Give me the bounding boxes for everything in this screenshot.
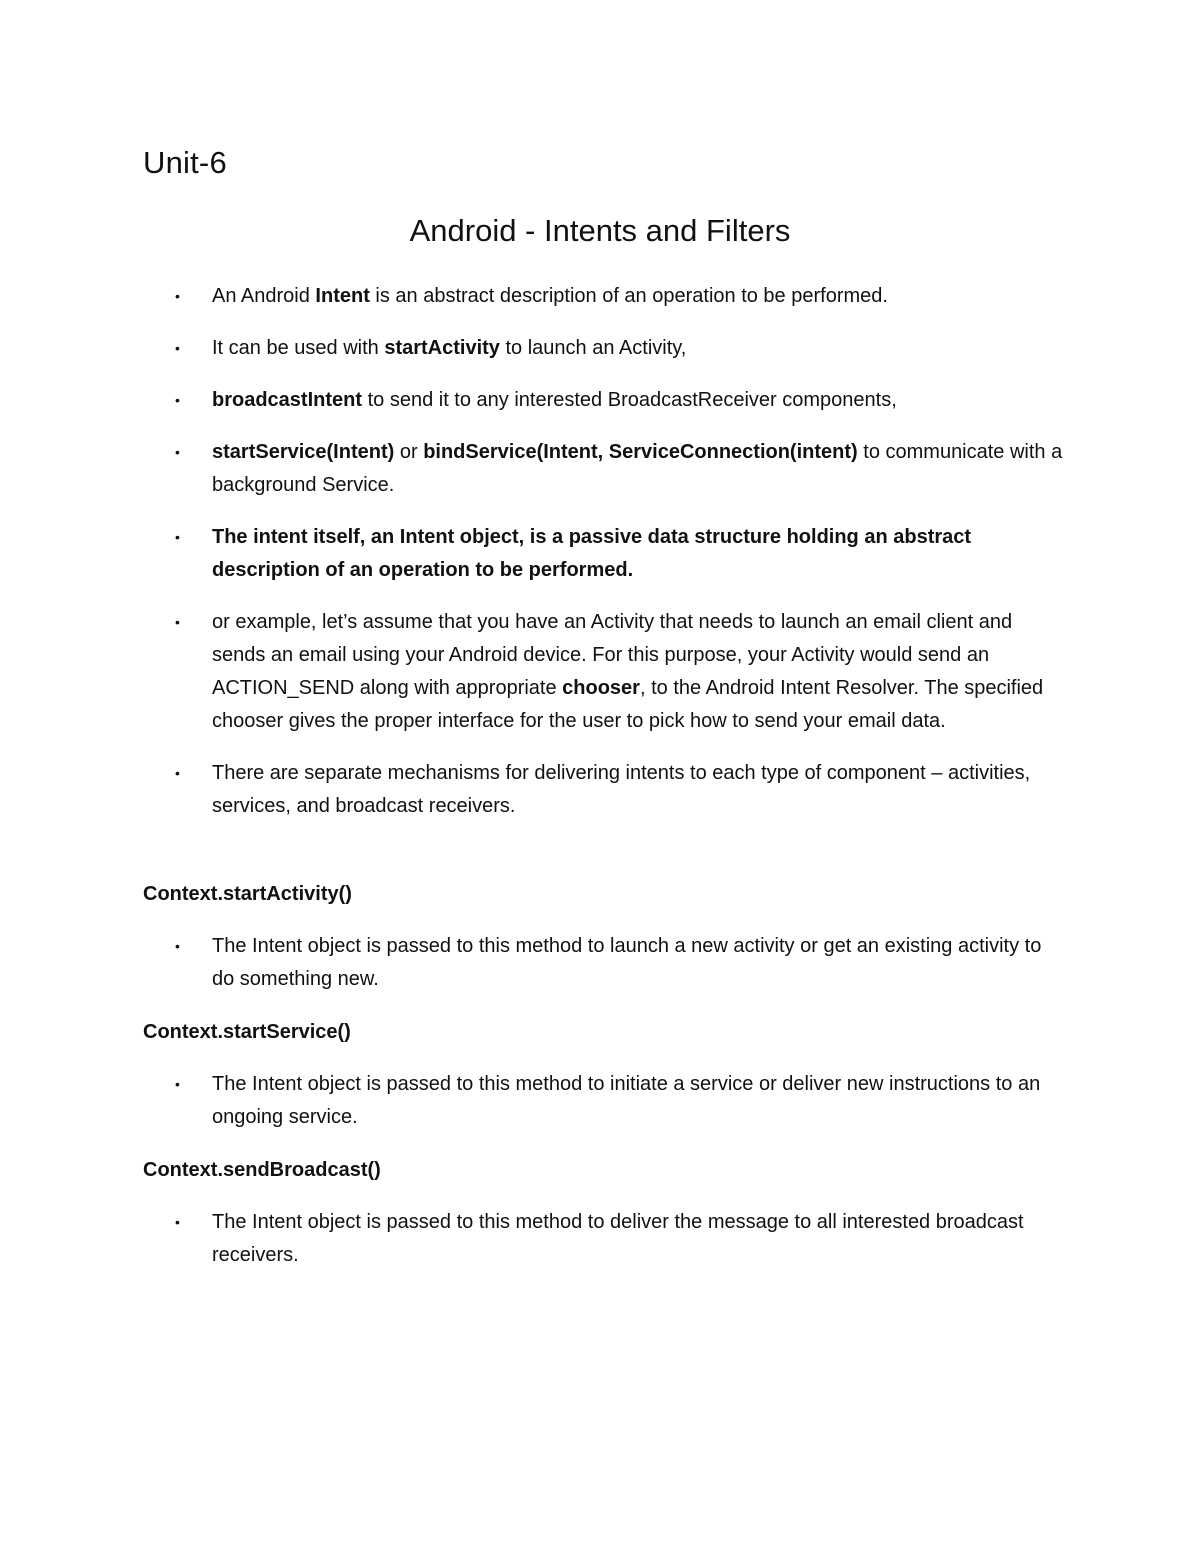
section-label-start-activity: Context.startActivity() <box>143 883 352 905</box>
list-item: • It can be used with startActivity to launch an Activity, <box>143 332 1063 365</box>
intro-bullet-list <box>143 280 1063 842</box>
bullet-icon: • <box>175 529 180 545</box>
bullet-icon: • <box>175 444 180 460</box>
bullet-icon: • <box>175 938 180 954</box>
list-item: • The Intent object is passed to this method to deliver the message to all interested broadcast receivers. <box>143 1206 1063 1272</box>
bullet-icon: • <box>175 1214 180 1230</box>
list-item: • or example, let’s assume that you have an Activity that needs to launch an email client and sends an email using your Android device. For this purpose, your Activity would send an ACTION_SEND along with appropriate chooser, to the Android Intent Resolver. The specified chooser gives the proper interface for the user to pick how to send your email data. <box>143 606 1063 738</box>
bullet-icon: • <box>175 288 180 304</box>
bullet-icon: • <box>175 1076 180 1092</box>
document-title: Android - Intents and Filters <box>409 213 791 248</box>
start-service-list <box>143 1068 1063 1153</box>
section-label-start-service: Context.startService() <box>143 1021 351 1043</box>
list-item: • broadcastIntent to send it to any interested BroadcastReceiver components, <box>143 384 1063 417</box>
list-item: • The intent itself, an Intent object, is a passive data structure holding an abstract description of an operation to be performed. <box>143 521 1063 587</box>
list-item: • The Intent object is passed to this method to initiate a service or deliver new instructions to an ongoing service. <box>143 1068 1063 1134</box>
list-item: • The Intent object is passed to this method to launch a new activity or get an existing activity to do something new. <box>143 930 1063 996</box>
send-broadcast-list <box>143 1206 1063 1291</box>
unit-heading: Unit-6 <box>143 145 227 180</box>
start-activity-list <box>143 930 1063 1015</box>
bullet-icon: • <box>175 765 180 781</box>
bullet-icon: • <box>175 340 180 356</box>
section-label-send-broadcast: Context.sendBroadcast() <box>143 1159 381 1181</box>
list-item: • An Android Intent is an abstract description of an operation to be performed. <box>143 280 1063 313</box>
list-item: • startService(Intent) or bindService(Intent, ServiceConnection(intent) to communicate with a background Service. <box>143 436 1063 502</box>
list-item: • There are separate mechanisms for delivering intents to each type of component – activities, services, and broadcast receivers. <box>143 757 1063 823</box>
bullet-icon: • <box>175 614 180 630</box>
bullet-icon: • <box>175 392 180 408</box>
